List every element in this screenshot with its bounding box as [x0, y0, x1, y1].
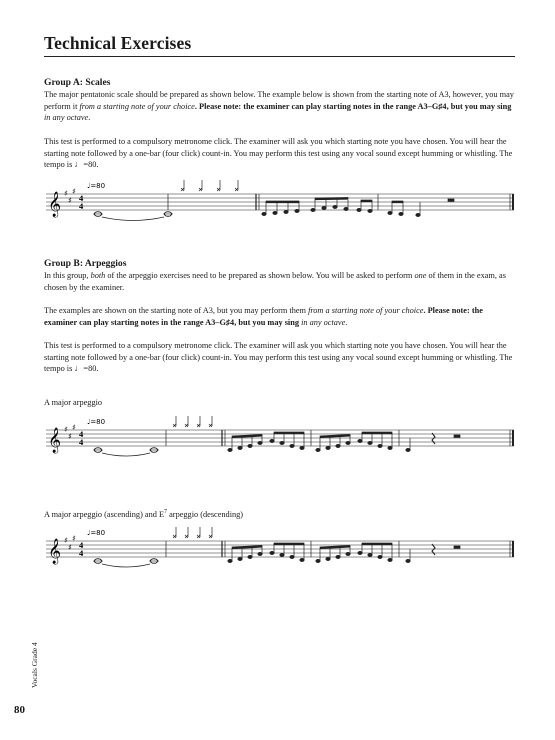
half-rest — [448, 199, 454, 201]
svg-text:𝄞: 𝄞 — [48, 539, 62, 564]
key-sharp-3: ♯ — [72, 187, 76, 196]
tempo-marking: ♩=80 — [87, 418, 106, 426]
quarter-note-icon: ♩ — [74, 159, 84, 169]
svg-text:♯: ♯ — [64, 536, 68, 545]
key-sharp-2: ♯ — [68, 196, 72, 205]
key-sharp-1: ♯ — [64, 189, 68, 198]
svg-text:4: 4 — [79, 437, 84, 447]
group-b-paragraph-1: In this group, both of the arpeggio exercises need to be prepared as shown below. You will be asked to perform one of them in the exam, as chosen by the examiner. — [44, 271, 506, 292]
svg-text:𝄞: 𝄞 — [48, 192, 62, 217]
group-b-paragraph-2: The examples are shown on the starting note of A3, but you may perform them from a starting note of your choice. Please note: the examiner can play starting notes in the range A3–G♯4, but you may sing in any octave. — [44, 306, 483, 327]
half-rest — [454, 546, 460, 548]
treble-clef-icon — [48, 191, 61, 217]
click-notes — [181, 180, 238, 191]
staff-arpeggio-1-svg — [40, 414, 518, 466]
staff-arpeggio-2-svg — [40, 525, 518, 577]
title-rule — [44, 56, 515, 57]
side-label: Vocals Grade 4 — [30, 642, 39, 688]
tempo-marking: ♩=80 — [87, 182, 106, 190]
quarter-rest — [432, 433, 435, 444]
page-number: 80 — [14, 704, 25, 716]
quarter-rest — [432, 544, 435, 555]
page-title: Technical Exercises — [44, 33, 192, 53]
quarter-note-icon: ♩ — [74, 363, 84, 373]
svg-text:♯: ♯ — [64, 425, 68, 434]
svg-text:♯: ♯ — [68, 543, 72, 552]
group-a-heading: Group A: Scales — [44, 77, 111, 88]
caption-a-major-e7-arpeggio: A major arpeggio (ascending) and $E^7$ arpeggio (descending) — [44, 509, 244, 519]
staff-scales — [40, 178, 518, 230]
svg-text:♯: ♯ — [68, 432, 72, 441]
group-a-paragraph-1: The major pentatonic scale should be prepared as shown below. The example below is shown from the starting note of A3, however, you may perform it from a starting note of your choice. Please note: the examiner can play starting notes in the range A3–G♯4, but you may sing in any octave. — [44, 90, 514, 122]
svg-text:4: 4 — [79, 429, 84, 439]
staff-arpeggio-2 — [40, 525, 518, 577]
svg-text:♯: ♯ — [72, 534, 76, 543]
group-b-paragraph-3: This test is performed to a compulsory metronome click. The examiner will ask you which starting note you have chosen. You will hear the starting note followed by a one-bar (four click) count-in. You may perform this test using any vocal sound except humming or whistling. The tempo is ♩=80. — [44, 341, 513, 373]
treble-clef-icon — [48, 427, 61, 453]
tempo-marking: ♩=80 — [87, 529, 106, 537]
svg-text:4: 4 — [79, 193, 84, 203]
caption-a-major-arpeggio: A major arpeggio — [44, 398, 103, 407]
treble-clef-icon — [48, 538, 61, 564]
group-b-heading: Group B: Arpeggios — [44, 258, 127, 269]
half-rest — [454, 435, 460, 437]
svg-text:𝄞: 𝄞 — [48, 428, 62, 453]
svg-text:4: 4 — [79, 201, 84, 211]
group-a-paragraph-2: This test is performed to a compulsory metronome click. The examiner will ask you which starting note you have chosen. You will hear the starting note followed by a one-bar (four click) count-in. You may perform this test using any vocal sound except humming or whistling. The tempo is ♩=80. — [44, 137, 513, 169]
scale-notes — [262, 197, 372, 215]
svg-text:♯: ♯ — [72, 423, 76, 432]
svg-text:4: 4 — [79, 540, 84, 550]
staff-scales-svg — [40, 178, 518, 230]
staff-arpeggio-1 — [40, 414, 518, 466]
svg-text:4: 4 — [79, 548, 84, 558]
